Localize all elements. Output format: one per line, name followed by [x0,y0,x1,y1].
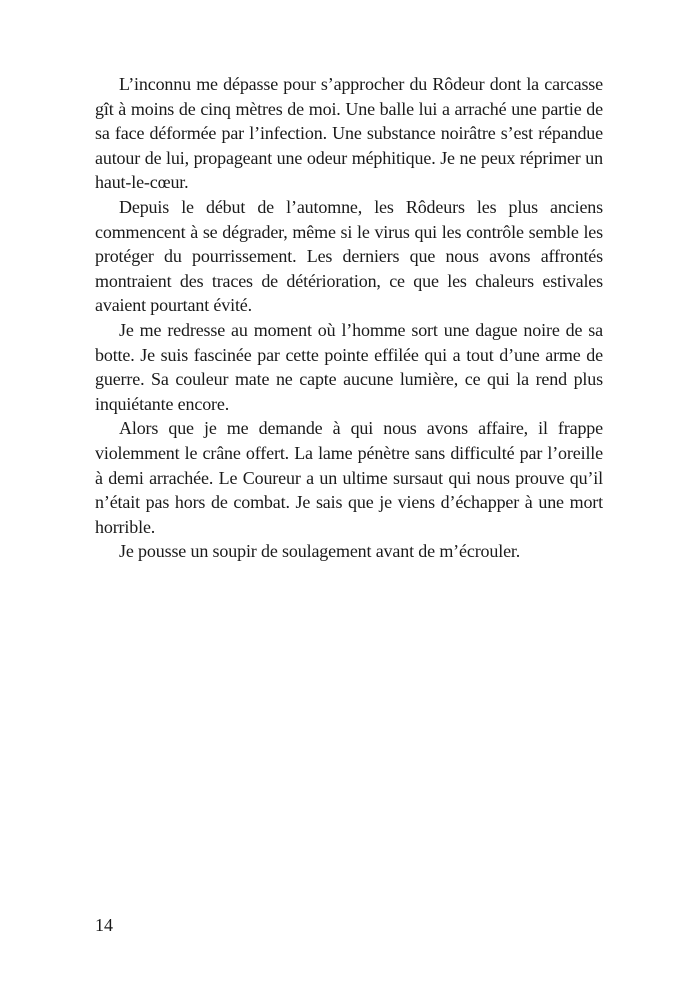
paragraph: Depuis le début de l’automne, les Rôdeurs les plus anciens commencent à se dégrader, même si le virus qui les contrôle semble les protéger du pourrissement. Les derniers que nous avons affrontés montraient des traces de détérioration, ce que les chaleurs estivales avaient pourtant évité. [95,196,603,316]
paragraph: Je me redresse au moment où l’homme sort une dague noire de sa botte. Je suis fascinée par cette pointe effilée qui a tout d’une arme de guerre. Sa couleur mate ne capte aucune lumière, ce qui la rend plus inquiétante encore. [95,319,603,414]
paragraph: L’inconnu me dépasse pour s’approcher du Rôdeur dont la carcasse gît à moins de cinq mètres de moi. Une balle lui a arraché une partie de sa face déformée par l’infection. Une substance noirâtre s’est répandue autour de lui, propageant une odeur méphitique. Je ne peux réprimer un haut-le-cœur. [95,74,603,193]
page-body [95,72,603,564]
paragraph: Alors que je me demande à qui nous avons affaire, il frappe violemment le crâne offert. La lame pénètre sans difficulté par l’oreille à demi arrachée. Le Coureur a un ultime sursaut qui nous prouve qu’il n’était pas hors de combat. Je sais que je viens d’échapper à une mort horrible. [95,418,603,537]
page-number: 14 [95,915,113,935]
paragraph: Je pousse un soupir de soulagement avant de m’écrouler. [119,541,521,562]
